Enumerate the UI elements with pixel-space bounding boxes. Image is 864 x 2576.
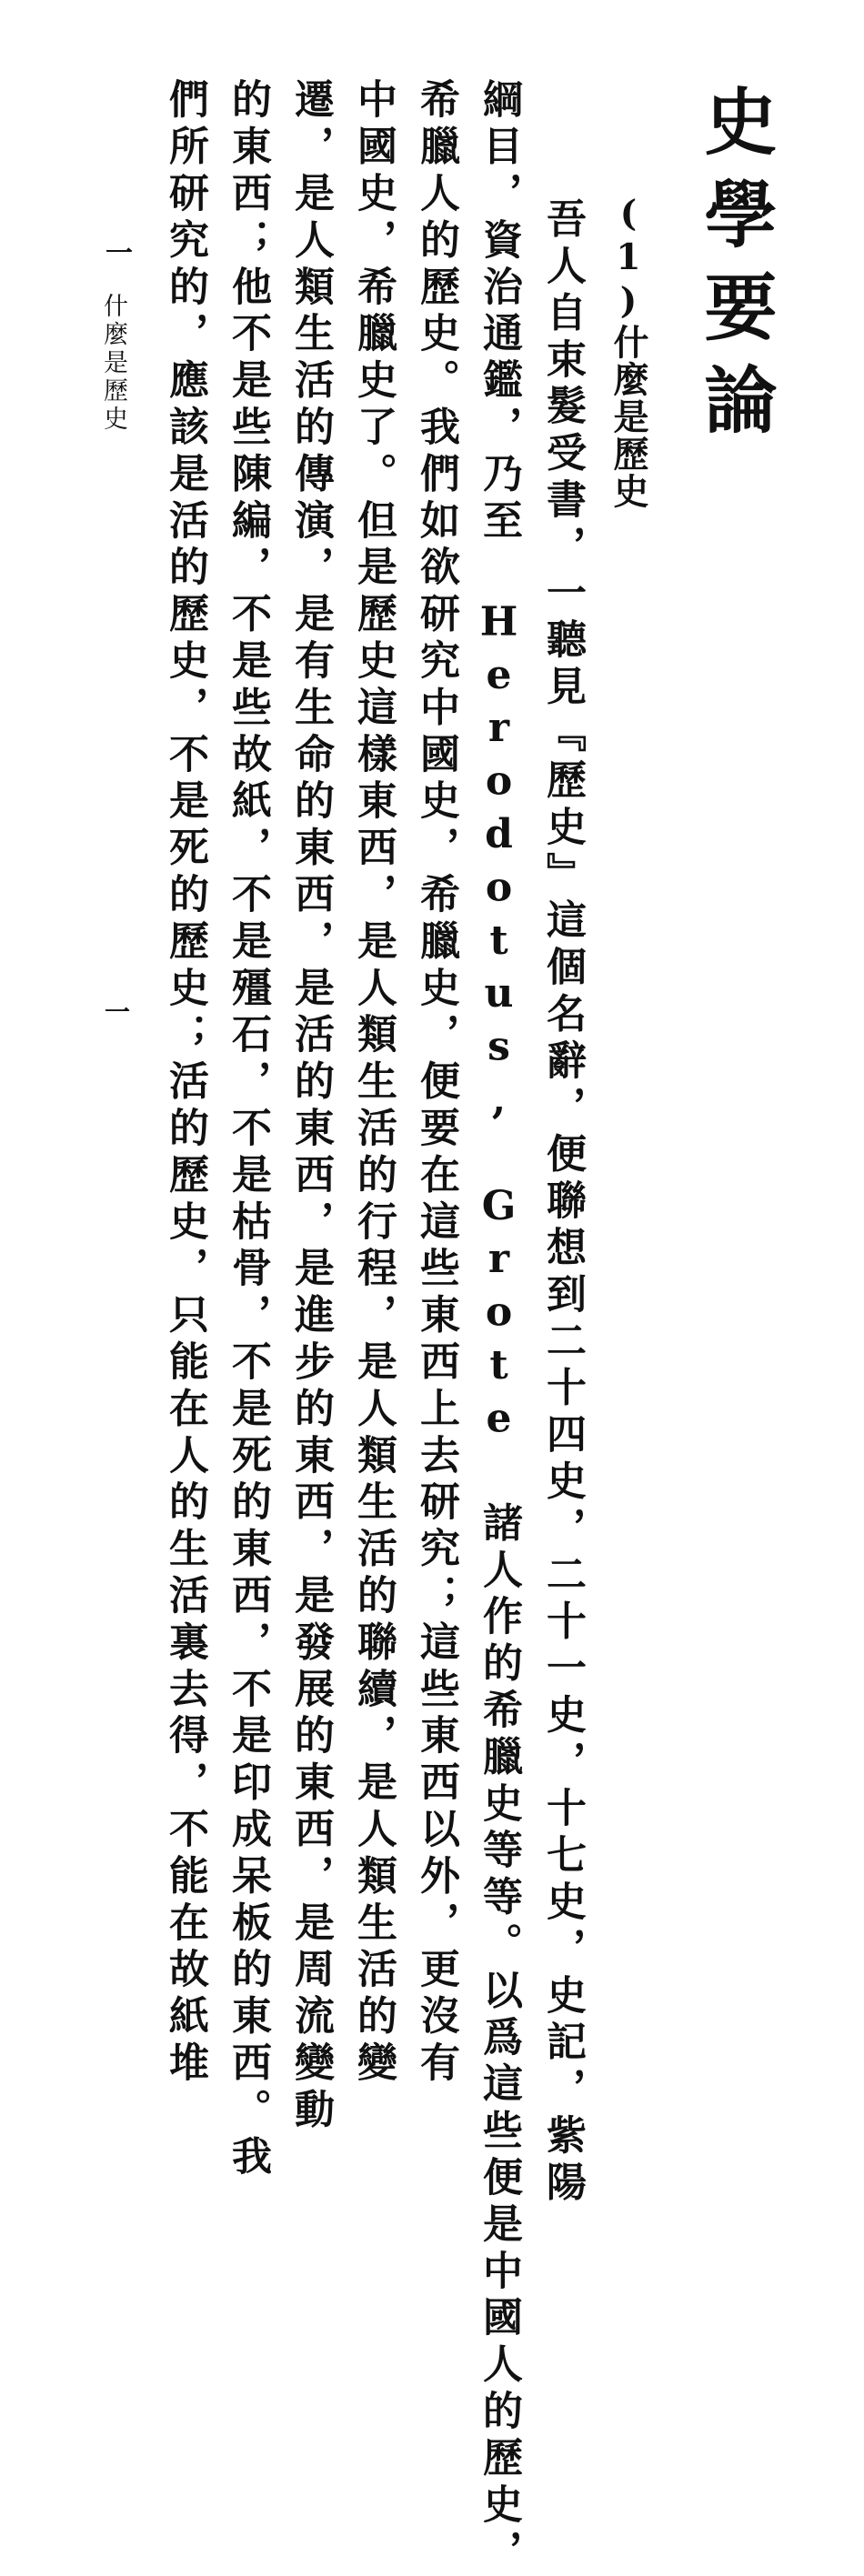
page-title: 史學要論 <box>692 84 778 455</box>
text-line-4: 中國史，希臘史了。但是歷史這樣東西，是人類生活的行程，是人類生活的聯續，是人類生活的變 <box>350 78 397 2089</box>
text-line-6: 的東西；他不是些陳編，不是些故紙，不是殭石，不是枯骨，不是死的東西，不是印成呆板的東西。我 <box>225 78 271 2181</box>
text-line-7: 們所研究的，應該是活的歷史，不是死的歷史；活的歷史，只能在人的生活裏去得，不能在故紙堆 <box>162 78 208 2089</box>
section-heading: (1)什麼是歷史 <box>608 193 649 510</box>
section-number: 一 <box>100 238 132 266</box>
text-line-3: 希臘人的歷史。我們如欲研究中國史，希臘史，便要在這些東西上去研究；這些東西以外，更沒有 <box>413 78 459 2089</box>
text-line-5: 遷，是人類生活的傳演，是有生命的東西，是活的東西，是進步的東西，是發展的東西，是周流變動 <box>287 78 334 2135</box>
text-line-1: 吾人自束髮受書，一聽見『歷史』這個名辭，便聯想到二十四史，二十一史，十七史，史記，紫陽 <box>539 151 586 2208</box>
page-number: 一 <box>101 998 131 1024</box>
text-line-2: 綱目，資治通鑑，乃至 Herodotus, Grote 諸人作的希臘史等等。以爲這些便是中國人的歷史， <box>476 78 522 2576</box>
running-title: 什麼是歷史 <box>99 293 127 434</box>
